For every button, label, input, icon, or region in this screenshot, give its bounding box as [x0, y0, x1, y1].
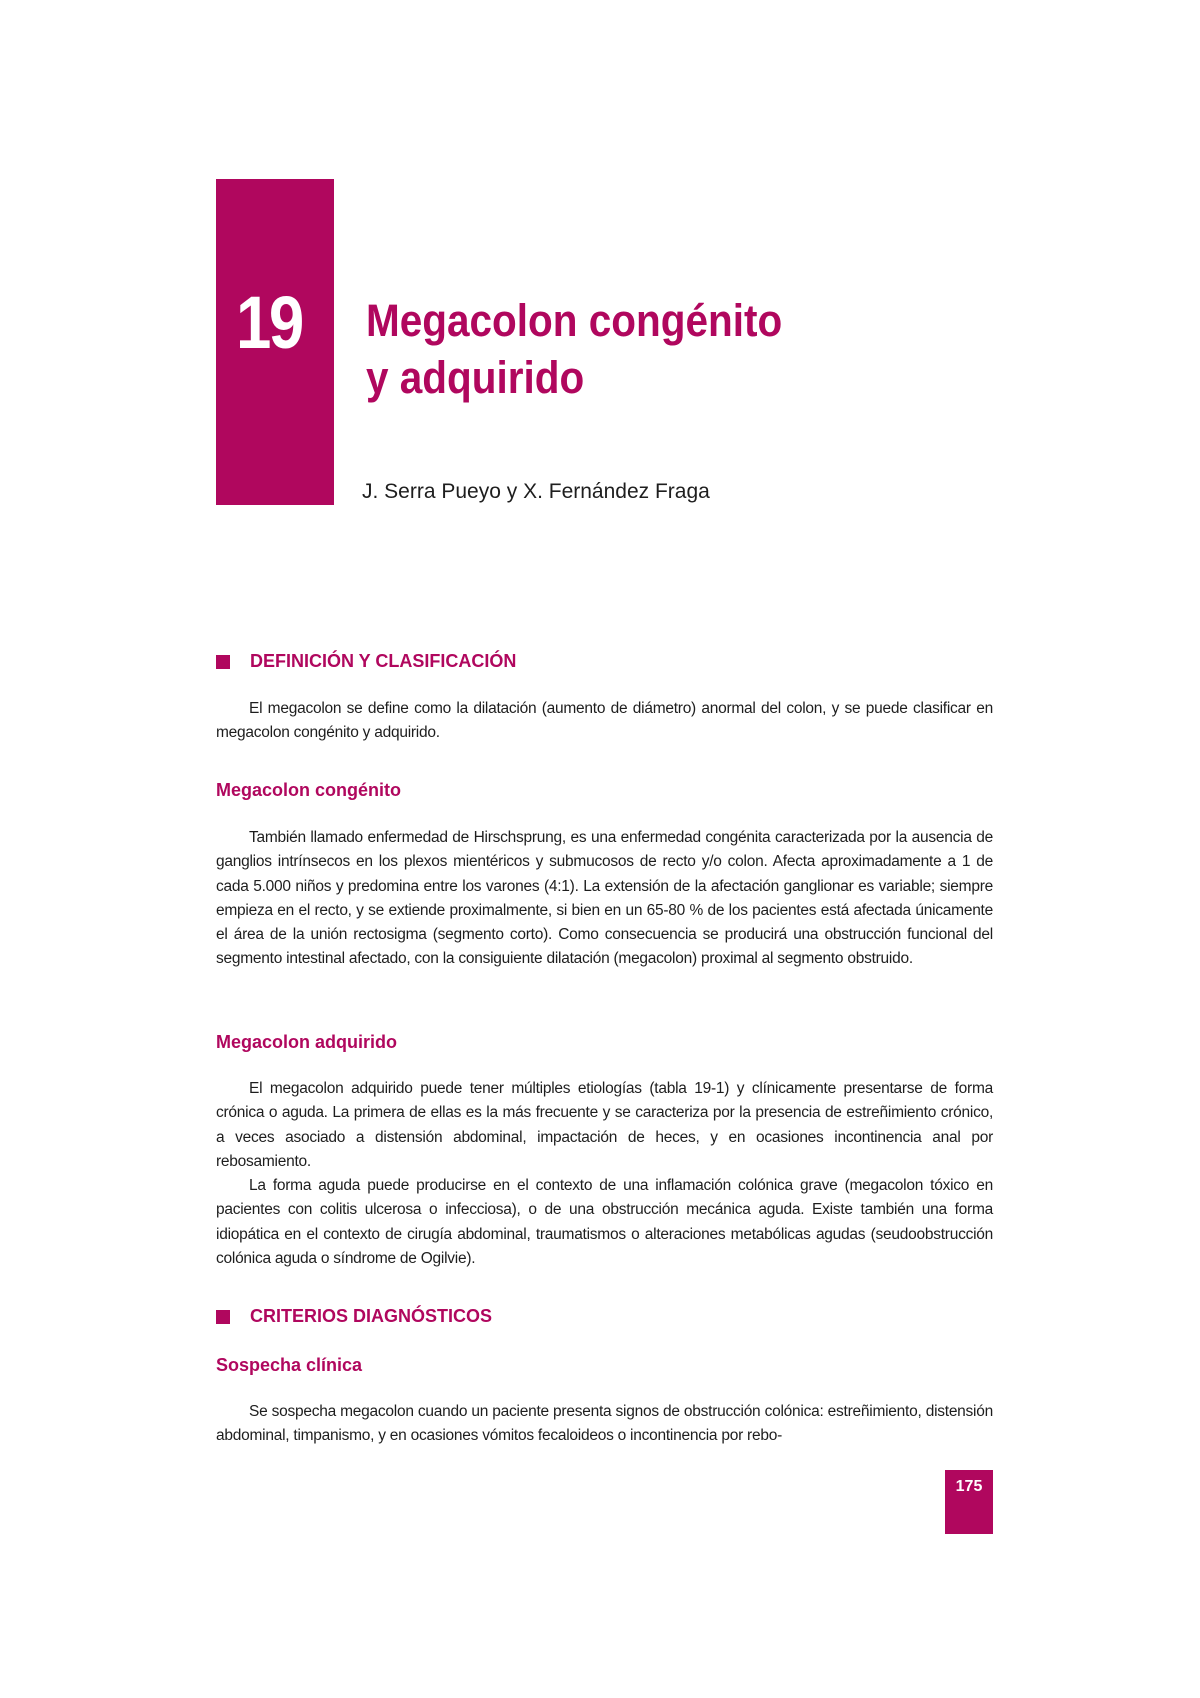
- adquirido-paragraph-2: La forma aguda puede producirse en el contexto de una inflamación colónica grave (megacolon tóxico en pacientes con colitis ulcerosa o infecciosa), o de una obstrucción mecánica aguda. Existe también una forma idiopática en el contexto de cirugía abdominal, traumatismos o alteraciones metabólicas agudas (seudoobstrucción colónica aguda o síndrome de Ogilvie).: [216, 1177, 993, 1267]
- section-heading-definicion: [216, 651, 516, 672]
- square-bullet-icon: [216, 1310, 230, 1324]
- chapter-authors: J. Serra Pueyo y X. Fernández Fraga: [362, 480, 710, 503]
- chapter-title-line-1: Megacolon congénito: [366, 295, 783, 346]
- sospecha-paragraph: Se sospecha megacolon cuando un paciente presenta signos de obstrucción colónica: estreñimiento, distensión abdominal, timpanismo, y en ocasiones vómitos fecaloideos o incontinencia por rebo-: [216, 1403, 993, 1445]
- subheading-megacolon-adquirido: Megacolon adquirido: [216, 1032, 398, 1052]
- section-heading-text: CRITERIOS DIAGNÓSTICOS: [250, 1306, 493, 1326]
- section-heading-text: DEFINICIÓN Y CLASIFICACIÓN: [250, 651, 517, 671]
- chapter-number: 19: [236, 281, 302, 364]
- chapter-title: [366, 292, 782, 406]
- definition-paragraph: El megacolon se define como la dilatación (aumento de diámetro) anormal del colon, y se puede clasificar en megacolon congénito y adquirido.: [216, 700, 993, 742]
- subheading-megacolon-congenito: Megacolon congénito: [216, 780, 402, 800]
- section-heading-criterios: [216, 1306, 492, 1327]
- square-bullet-icon: [216, 655, 230, 669]
- congenito-paragraph: También llamado enfermedad de Hirschsprung, es una enfermedad congénita caracterizada por la ausencia de ganglios intrínsecos en los plexos mientéricos y submucosos de recto y/o colon. Afecta aproximadamente a 1 de cada 5.000 niños y predomina entre los varones (4:1). La extensión de la afectación ganglionar es variable; siempre empieza en el recto, y se extiende proximalmente, si bien en un 65-80 % de los pacientes está afectada únicamente el área de la unión rectosigma (segmento corto). Como consecuencia se producirá una obstrucción funcional del segmento intestinal afectado, con la consiguiente dilatación (megacolon) proximal al segmento obstruido.: [216, 829, 993, 968]
- page-number: 175: [955, 1478, 983, 1495]
- adquirido-paragraph-1: El megacolon adquirido puede tener múltiples etiologías (tabla 19-1) y clínicamente presentarse de forma crónica o aguda. La primera de ellas es la más frecuente y se caracteriza por la presencia de estreñimiento crónico, a veces asociado a distensión abdominal, impactación de heces, y en ocasiones incontinencia anal por rebosamiento.: [216, 1080, 993, 1170]
- chapter-title-line-2: y adquirido: [366, 352, 585, 403]
- subheading-sospecha-clinica: Sospecha clínica: [216, 1355, 363, 1375]
